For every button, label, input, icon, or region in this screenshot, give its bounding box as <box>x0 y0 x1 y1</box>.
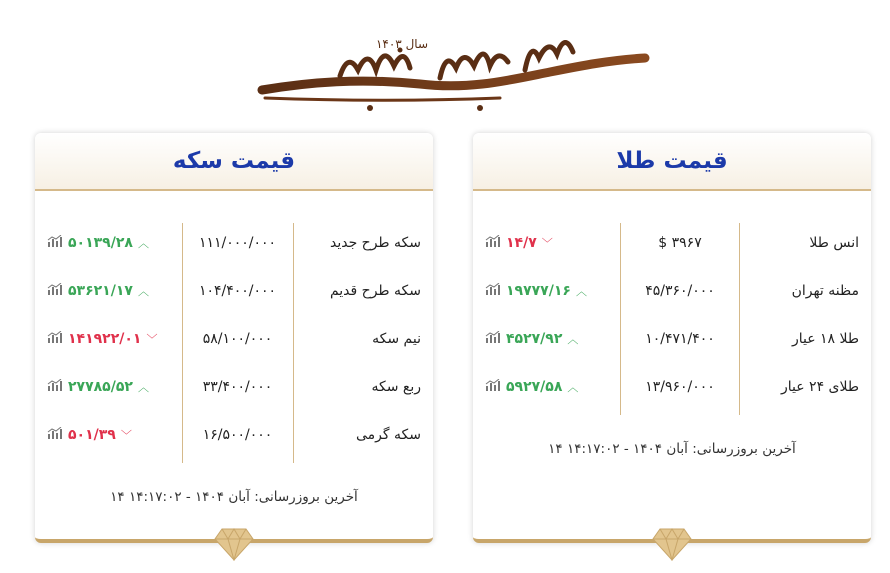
chart-link[interactable] <box>47 427 63 443</box>
gold-price-card <box>473 133 871 543</box>
chevron-up-icon: ︿ <box>137 237 149 250</box>
item-price: ۱۳/۹۶۰/۰۰۰ <box>645 379 715 395</box>
item-price: ۱۰/۴۷۱/۴۰۰ <box>645 331 715 347</box>
change-value: ۴۵۲۷/۹۲ <box>506 331 563 347</box>
item-price: $ ۳۹۶۷ <box>658 235 702 251</box>
item-change <box>47 379 149 395</box>
change-value: ۲۷۷۸۵/۵۲ <box>68 379 133 395</box>
item-name: طلا ۱۸ عیار <box>791 331 859 347</box>
gold-last-updated <box>473 441 871 457</box>
item-change <box>47 283 149 299</box>
change-value: ۱۹۷۷۷/۱۶ <box>506 283 571 299</box>
item-name: طلای ۲۴ عیار <box>780 379 859 395</box>
chart-link[interactable] <box>485 379 501 395</box>
bar-chart-icon <box>47 379 63 391</box>
bar-chart-icon <box>47 283 63 295</box>
gold-price-list <box>473 223 871 415</box>
diamond-icon <box>214 527 254 561</box>
bar-chart-icon <box>485 283 501 295</box>
chart-link[interactable] <box>47 331 63 347</box>
gold-card-header <box>473 133 871 191</box>
item-price: ۱۰۴/۴۰۰/۰۰۰ <box>198 283 277 299</box>
item-change <box>485 283 587 299</box>
chevron-up-icon: ︿ <box>575 285 587 298</box>
chevron-up-icon: ︿ <box>567 333 579 346</box>
item-price: ۴۵/۳۶۰/۰۰۰ <box>645 283 715 299</box>
item-price: ۱۶/۵۰۰/۰۰۰ <box>202 427 273 443</box>
change-value: ۵۳۶۲۱/۱۷ <box>68 283 133 299</box>
bar-chart-icon <box>485 235 501 247</box>
coin-price-list <box>35 223 433 463</box>
chart-link[interactable] <box>47 379 63 395</box>
item-name: مظنه تهران <box>791 283 859 299</box>
item-change <box>47 427 132 443</box>
chevron-down-icon: ﹀ <box>541 237 553 250</box>
diamond-icon <box>652 527 692 561</box>
gold-row <box>473 271 871 319</box>
coin-price-card <box>35 133 433 543</box>
bar-chart-icon <box>47 427 63 439</box>
chevron-down-icon: ﹀ <box>146 333 158 346</box>
change-value: ۱۴۱۹۲۲/۰۱ <box>68 331 142 347</box>
change-value: ۵۹۲۷/۵۸ <box>506 379 563 395</box>
updated-timestamp: ۱۴ آبان ۱۴۰۴ - ۱۴:۱۷:۰۲ <box>110 489 250 505</box>
item-name: ربع سکه <box>371 379 421 395</box>
item-change <box>485 235 553 251</box>
coin-row <box>35 367 433 415</box>
bar-chart-icon <box>485 331 501 343</box>
chevron-up-icon: ︿ <box>137 285 149 298</box>
chart-link[interactable] <box>485 283 501 299</box>
item-change <box>47 235 149 251</box>
gold-card-title: قیمت طلا <box>616 148 728 174</box>
item-change <box>485 331 578 347</box>
coin-row <box>35 415 433 463</box>
coin-card-header <box>35 133 433 191</box>
item-name: سکه گرمی <box>356 427 421 443</box>
item-change <box>485 379 578 395</box>
coin-row <box>35 319 433 367</box>
updated-label: آخرین بروزرسانی: <box>254 489 358 505</box>
chevron-up-icon: ︿ <box>137 381 149 394</box>
item-name: سکه طرح قدیم <box>329 283 421 299</box>
chevron-up-icon: ︿ <box>567 381 579 394</box>
change-value: ۵۰۱/۳۹ <box>68 427 116 443</box>
item-name: سکه طرح جدید <box>329 235 421 251</box>
updated-timestamp: ۱۴ آبان ۱۴۰۴ - ۱۴:۱۷:۰۲ <box>548 441 688 457</box>
chevron-down-icon: ﹀ <box>120 429 132 442</box>
chart-link[interactable] <box>47 235 63 251</box>
updated-label: آخرین بروزرسانی: <box>692 441 796 457</box>
coin-last-updated <box>35 489 433 505</box>
item-change <box>47 331 157 347</box>
change-value: ۵۰۱۳۹/۲۸ <box>68 235 133 251</box>
bar-chart-icon <box>485 379 501 391</box>
item-name: انس طلا <box>809 235 859 251</box>
bar-chart-icon <box>47 331 63 343</box>
chart-link[interactable] <box>485 235 501 251</box>
gold-row <box>473 223 871 271</box>
item-price: ۵۸/۱۰۰/۰۰۰ <box>202 331 273 347</box>
svg-text:سال ۱۴۰۳: سال ۱۴۰۳ <box>375 37 428 51</box>
gold-row <box>473 367 871 415</box>
coin-card-title: قیمت سکه <box>172 148 296 174</box>
slogan-calligraphy <box>250 20 650 120</box>
gold-row <box>473 319 871 367</box>
item-price: ۱۱۱/۰۰۰/۰۰۰ <box>198 235 277 251</box>
chart-link[interactable] <box>47 283 63 299</box>
chart-link[interactable] <box>485 331 501 347</box>
change-value: ۱۴/۷ <box>506 235 537 251</box>
coin-row <box>35 271 433 319</box>
item-name: نیم سکه <box>372 331 421 347</box>
slogan-banner <box>250 20 650 120</box>
item-price: ۳۳/۴۰۰/۰۰۰ <box>202 379 273 395</box>
coin-row <box>35 223 433 271</box>
bar-chart-icon <box>47 235 63 247</box>
